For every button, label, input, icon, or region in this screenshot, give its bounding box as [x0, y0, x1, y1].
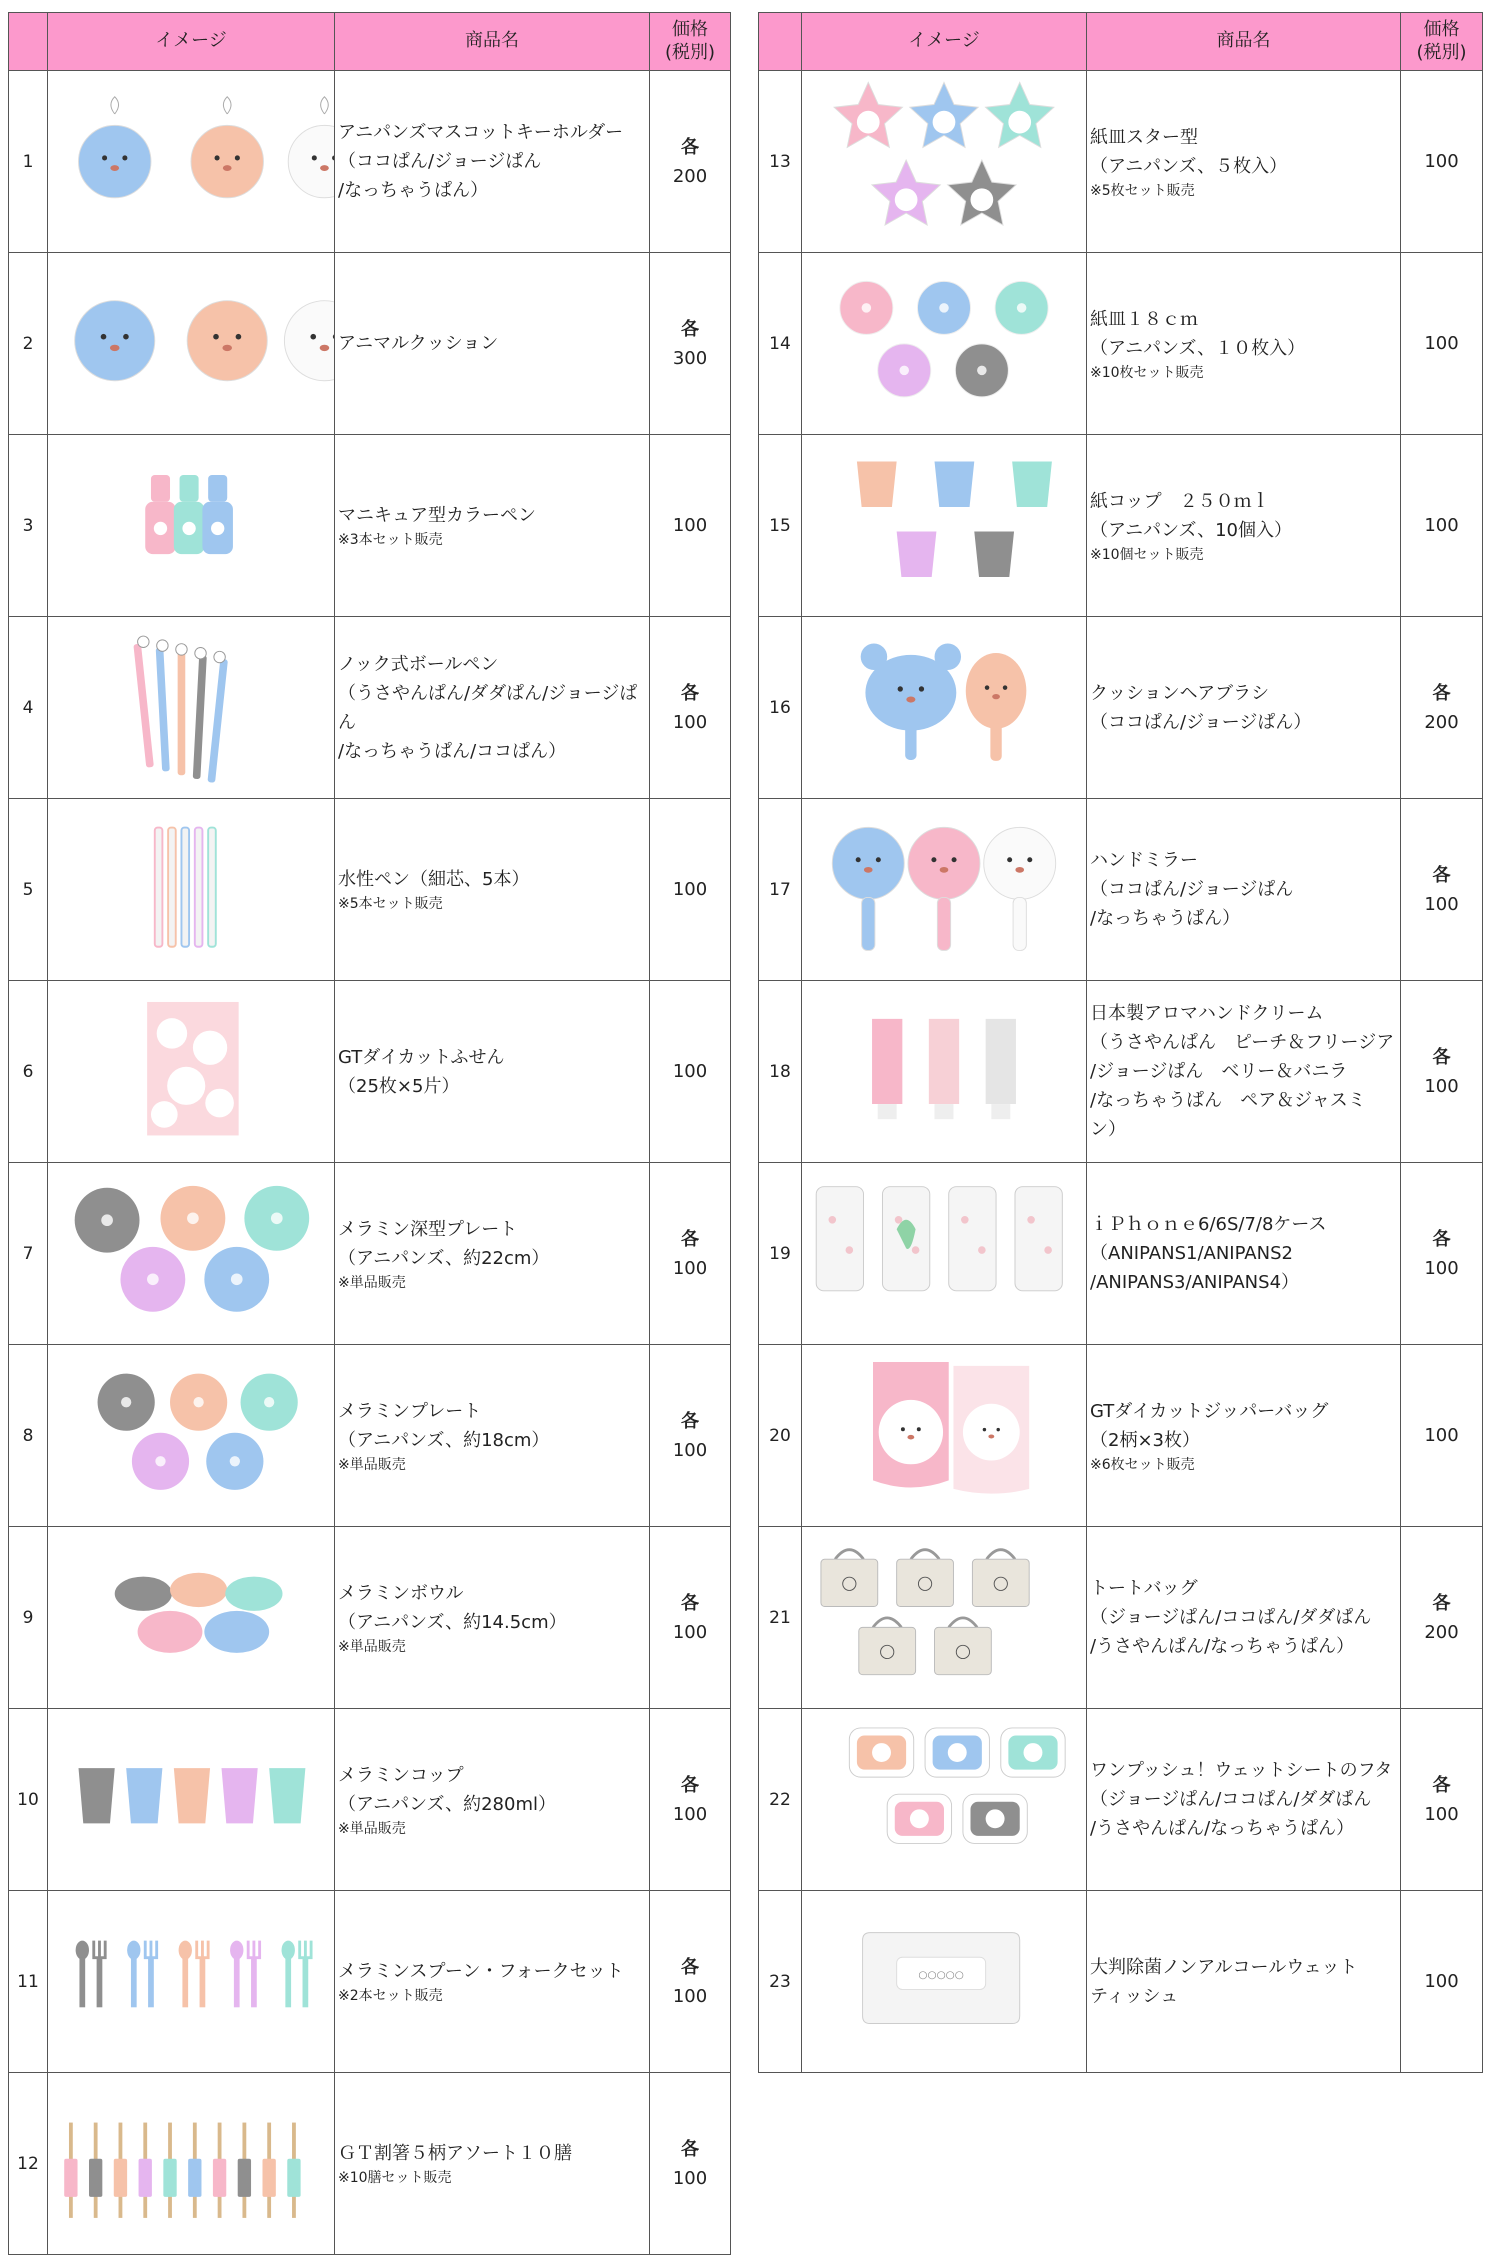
- chopsticks-image: [48, 2073, 334, 2245]
- price-each-label: 各: [681, 1228, 699, 1250]
- table-row: [9, 435, 731, 617]
- table-row: [759, 799, 1483, 981]
- product-name: メラミンボウル （アニパンズ、約14.5cm）: [338, 1582, 567, 1633]
- sale-note: ※6枚セット販売: [1090, 1456, 1195, 1473]
- phone-cases-image: [802, 1163, 1086, 1333]
- animal-cushions-image: [48, 253, 334, 425]
- price-each-label: 各: [681, 682, 699, 704]
- product-image: [48, 1345, 335, 1527]
- product-name: GTダイカットジッパーバッグ （2柄×3枚）: [1090, 1400, 1329, 1451]
- product-name-cell: [1087, 1163, 1401, 1345]
- price-value: 100: [1424, 1257, 1459, 1279]
- price-value: 100: [1424, 515, 1459, 536]
- product-name: アニマルクッション: [338, 333, 499, 354]
- product-name-cell: [1087, 617, 1401, 799]
- header-product-name: 商品名: [1087, 13, 1401, 71]
- mascot-keyholders-image: [48, 71, 334, 243]
- sale-note: ※3本セット販売: [338, 532, 443, 548]
- price-each-label: 各: [1432, 864, 1451, 886]
- wet-tissue-image: [802, 1891, 1086, 2061]
- item-number: 2: [9, 253, 48, 435]
- product-name-cell: [335, 1891, 650, 2073]
- price-value: 100: [1424, 1971, 1459, 1992]
- price-value: 200: [1424, 711, 1459, 733]
- spoon-fork-image: [48, 1891, 334, 2063]
- price-each-label: 各: [681, 136, 699, 158]
- item-number: 16: [759, 617, 802, 799]
- paper-plates-image: [802, 253, 1086, 423]
- price-cell: [650, 1709, 731, 1891]
- product-name-cell: [335, 435, 650, 617]
- item-number: 1: [9, 71, 48, 253]
- product-image: [48, 1891, 335, 2073]
- product-name-cell: [1087, 253, 1401, 435]
- price-value: 100: [1424, 333, 1459, 354]
- product-image: [802, 1527, 1087, 1709]
- product-name: 水性ペン（細芯、5本）: [338, 869, 530, 890]
- item-number: 15: [759, 435, 802, 617]
- price-each-label: 各: [681, 1774, 699, 1796]
- price-value: 100: [672, 1257, 708, 1279]
- product-name: クッションヘアブラシ （ココぱん/ジョージぱん）: [1090, 682, 1312, 733]
- item-number: 3: [9, 435, 48, 617]
- table-row: [759, 253, 1483, 435]
- product-name: マニキュア型カラーペン: [338, 505, 536, 526]
- tote-bags-image: [802, 1527, 1086, 1697]
- sale-note: ※10膳セット販売: [338, 2170, 452, 2186]
- product-image: [48, 71, 335, 253]
- price-cell: [1401, 1345, 1483, 1527]
- product-image: [48, 1163, 335, 1345]
- price-value: 100: [672, 1439, 708, 1461]
- product-name-cell: [335, 617, 650, 799]
- price-cell: [650, 1527, 731, 1709]
- item-number: 18: [759, 981, 802, 1163]
- product-name-cell: [335, 799, 650, 981]
- product-name: GTダイカットふせん （25枚×5片）: [338, 1046, 505, 1097]
- table-row: [759, 435, 1483, 617]
- product-image: [48, 1527, 335, 1709]
- sale-note: ※単品販売: [338, 1820, 406, 1837]
- price-value: 100: [1424, 1075, 1459, 1097]
- manicure-pens-image: [48, 435, 334, 607]
- table-row: [9, 1709, 731, 1891]
- price-cell: [650, 1163, 731, 1345]
- price-value: 100: [672, 1621, 708, 1643]
- product-name: 日本製アロマハンドクリーム （うさやんぱん ピーチ＆フリージア /ジョージぱん ベリー＆バニラ /なっちゃうぱん ペア＆ジャスミ ン）: [1090, 1003, 1395, 1140]
- product-name-cell: [1087, 799, 1401, 981]
- product-name-cell: [1087, 435, 1401, 617]
- header-number: [9, 13, 48, 71]
- bowls-image: [48, 1527, 334, 1699]
- price-each-label: 各: [681, 1956, 699, 1978]
- price-value: 300: [672, 347, 708, 369]
- item-number: 5: [9, 799, 48, 981]
- product-name: 紙皿スター型 （アニパンズ、５枚入）: [1090, 126, 1288, 177]
- price-value: 200: [1424, 1621, 1459, 1643]
- price-value: 100: [1424, 893, 1459, 915]
- product-name: ノック式ボールペン （うさやんぱん/ダダぱん/ジョージぱん /なっちゃうぱん/ココぱん）: [338, 653, 638, 762]
- water-pens-image: [48, 799, 334, 971]
- product-image: [48, 253, 335, 435]
- product-image: [48, 435, 335, 617]
- product-image: [802, 253, 1087, 435]
- table-row: [759, 1709, 1483, 1891]
- price-cell: [650, 1891, 731, 2073]
- item-number: 9: [9, 1527, 48, 1709]
- table-row: [9, 981, 731, 1163]
- price-cell: [1401, 617, 1483, 799]
- price-cell: [1401, 71, 1483, 253]
- product-name-cell: [335, 981, 650, 1163]
- product-name-cell: [335, 253, 650, 435]
- price-each-label: 各: [1432, 1228, 1451, 1250]
- table-row: [759, 617, 1483, 799]
- product-name-cell: [1087, 1891, 1401, 2073]
- product-image: [48, 1709, 335, 1891]
- item-number: 13: [759, 71, 802, 253]
- product-name: トートバッグ （ジョージぱん/ココぱん/ダダぱん /うさやんぱん/なっちゃうぱん）: [1090, 1578, 1372, 1657]
- price-value: 100: [672, 879, 708, 900]
- ballpoint-pens-image: [48, 617, 334, 789]
- wet-lids-image: [802, 1709, 1086, 1879]
- product-name-cell: [1087, 1345, 1401, 1527]
- product-image: [802, 1709, 1087, 1891]
- product-name-cell: [335, 1345, 650, 1527]
- price-each-label: 各: [1432, 1046, 1451, 1068]
- item-number: 6: [9, 981, 48, 1163]
- hand-creams-image: [802, 981, 1086, 1151]
- price-each-label: 各: [681, 2138, 699, 2160]
- product-name: アニパンズマスコットキーホルダー （ココぱん/ジョージぱん /なっちゃうぱん）: [338, 122, 624, 201]
- price-cell: [650, 981, 731, 1163]
- item-number: 12: [9, 2073, 48, 2255]
- cups-image: [48, 1709, 334, 1881]
- sticky-notes-image: [48, 981, 334, 1153]
- product-image: [48, 617, 335, 799]
- table-row: [9, 617, 731, 799]
- header-price: 価格 (税別): [1401, 13, 1483, 71]
- item-number: 21: [759, 1527, 802, 1709]
- price-value: 100: [1424, 1425, 1459, 1446]
- price-cell: [1401, 435, 1483, 617]
- product-name-cell: [335, 1527, 650, 1709]
- product-name: ハンドミラー （ココぱん/ジョージぱん /なっちゃうぱん）: [1090, 850, 1294, 929]
- price-value: 100: [1424, 151, 1459, 172]
- price-cell: [1401, 981, 1483, 1163]
- table-row: [9, 1163, 731, 1345]
- price-value: 100: [672, 711, 708, 733]
- price-value: 100: [672, 1803, 708, 1825]
- product-name-cell: [335, 1163, 650, 1345]
- item-number: 14: [759, 253, 802, 435]
- price-value: 100: [672, 1061, 708, 1082]
- sale-note: ※5枚セット販売: [1090, 182, 1195, 199]
- price-cell: [1401, 1527, 1483, 1709]
- item-number: 20: [759, 1345, 802, 1527]
- header-price: 価格 (税別): [650, 13, 731, 71]
- table-row: [9, 71, 731, 253]
- table-row: [759, 1527, 1483, 1709]
- product-name: ＧＴ割箸５柄アソート１０膳: [338, 2143, 572, 2164]
- table-row: [759, 71, 1483, 253]
- price-cell: [650, 799, 731, 981]
- product-image: [802, 799, 1087, 981]
- product-name: メラミン深型プレート （アニパンズ、約22cm）: [338, 1218, 550, 1269]
- svg-text:○○○○○: ○○○○○: [918, 1969, 964, 1982]
- sale-note: ※単品販売: [338, 1638, 406, 1655]
- item-number: 17: [759, 799, 802, 981]
- header-image: イメージ: [802, 13, 1087, 71]
- hair-brushes-image: [802, 617, 1086, 787]
- item-number: 11: [9, 1891, 48, 2073]
- price-cell: [1401, 1891, 1483, 2073]
- product-name: ワンプッシュ！ウェットシートのフタ （ジョージぱん/ココぱん/ダダぱん /うさやんぱん/なっちゃうぱん）: [1090, 1760, 1393, 1839]
- header-number: [759, 13, 802, 71]
- product-image: [48, 2073, 335, 2255]
- item-number: 7: [9, 1163, 48, 1345]
- item-number: 19: [759, 1163, 802, 1345]
- table-row: [9, 2073, 731, 2255]
- product-image: [802, 435, 1087, 617]
- product-name-cell: [1087, 71, 1401, 253]
- sale-note: ※単品販売: [338, 1274, 406, 1291]
- product-name-cell: [335, 1709, 650, 1891]
- price-each-label: 各: [681, 318, 699, 340]
- product-name: 大判除菌ノンアルコールウェット ティッシュ: [1090, 1956, 1358, 2007]
- sale-note: ※10枚セット販売: [1090, 364, 1204, 381]
- price-each-label: 各: [681, 1592, 699, 1614]
- price-cell: [650, 71, 731, 253]
- product-table-right: [758, 12, 1483, 2073]
- product-name: 紙皿１８ｃｍ （アニパンズ、１０枚入）: [1090, 308, 1306, 359]
- price-cell: [650, 617, 731, 799]
- price-cell: [650, 1345, 731, 1527]
- price-each-label: 各: [1432, 1592, 1451, 1614]
- header-row: [759, 13, 1483, 71]
- sale-note: ※2本セット販売: [338, 1988, 443, 2004]
- product-name-cell: [335, 71, 650, 253]
- star-plates-image: [802, 71, 1086, 241]
- header-image: イメージ: [48, 13, 335, 71]
- product-name-cell: [335, 2073, 650, 2255]
- price-cell: [1401, 1709, 1483, 1891]
- product-name: 紙コップ ２５０ｍｌ （アニパンズ、10個入）: [1090, 490, 1293, 541]
- sale-note: ※10個セット販売: [1090, 546, 1204, 563]
- product-image: [802, 981, 1087, 1163]
- product-image: [802, 617, 1087, 799]
- product-name-cell: [1087, 981, 1401, 1163]
- product-name: メラミンコップ （アニパンズ、約280ml）: [338, 1764, 556, 1815]
- price-cell: [650, 435, 731, 617]
- price-value: 100: [672, 515, 708, 536]
- table-row: [759, 1345, 1483, 1527]
- price-cell: [650, 2073, 731, 2255]
- product-image: [802, 1345, 1087, 1527]
- table-row: [9, 253, 731, 435]
- hand-mirrors-image: [802, 799, 1086, 969]
- item-number: 23: [759, 1891, 802, 2073]
- deep-plates-image: [48, 1163, 334, 1335]
- table-row: [759, 1891, 1483, 2073]
- price-cell: [1401, 253, 1483, 435]
- price-value: 100: [672, 1985, 708, 2007]
- product-image: [48, 799, 335, 981]
- price-cell: [1401, 799, 1483, 981]
- item-number: 8: [9, 1345, 48, 1527]
- price-each-label: 各: [681, 1410, 699, 1432]
- plates-image: [48, 1345, 334, 1517]
- zipper-bags-image: [802, 1345, 1086, 1515]
- product-image: [802, 71, 1087, 253]
- product-name-cell: [1087, 1709, 1401, 1891]
- item-number: 10: [9, 1709, 48, 1891]
- paper-cups-image: [802, 435, 1086, 605]
- product-name: ｉＰｈｏｎｅ6/6S/7/8ケース （ANIPANS1/ANIPANS2 /ANIPANS3/ANIPANS4）: [1090, 1214, 1327, 1293]
- price-value: 200: [672, 165, 708, 187]
- product-table-left: [8, 12, 731, 2255]
- product-name-cell: [1087, 1527, 1401, 1709]
- price-value: 100: [1424, 1803, 1459, 1825]
- item-number: 22: [759, 1709, 802, 1891]
- sale-note: ※5本セット販売: [338, 896, 443, 912]
- product-image: [802, 1163, 1087, 1345]
- header-product-name: 商品名: [335, 13, 650, 71]
- price-cell: [650, 253, 731, 435]
- table-row: [759, 1163, 1483, 1345]
- table-row: [759, 981, 1483, 1163]
- price-each-label: 各: [1432, 1774, 1451, 1796]
- price-each-label: 各: [1432, 682, 1451, 704]
- table-row: [9, 1527, 731, 1709]
- product-name: メラミンプレート （アニパンズ、約18cm）: [338, 1400, 550, 1451]
- price-cell: [1401, 1163, 1483, 1345]
- item-number: 4: [9, 617, 48, 799]
- product-name: メラミンスプーン・フォークセット: [338, 1961, 624, 1982]
- table-row: [9, 799, 731, 981]
- product-image: [48, 981, 335, 1163]
- sale-note: ※単品販売: [338, 1456, 406, 1473]
- table-row: [9, 1345, 731, 1527]
- price-value: 100: [672, 2167, 708, 2189]
- table-row: [9, 1891, 731, 2073]
- header-row: [9, 13, 731, 71]
- product-image: [802, 1891, 1087, 2073]
